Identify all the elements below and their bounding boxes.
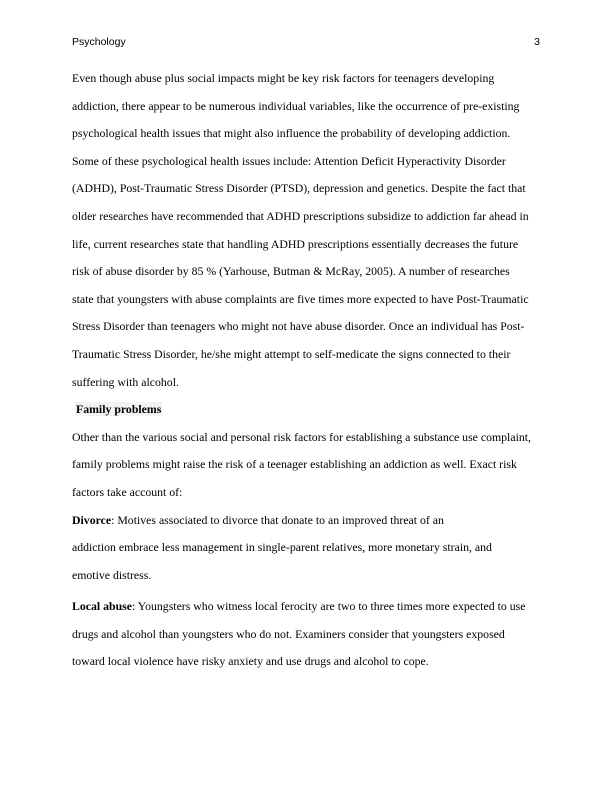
paragraph-line: state that youngsters with abuse complaints are five times more expected to have Post-Traumatic — [72, 291, 529, 306]
paragraph-line: risk of abuse disorder by 85 % (Yarhouse, Butman & McRay, 2005). A number of researches — [72, 264, 510, 279]
paragraph-line: Some of these psychological health issues include: Attention Deficit Hyperactivity Disorder — [72, 153, 506, 168]
paragraph-line: addiction embrace less management in single-parent relatives, more monetary strain, and — [72, 540, 492, 555]
paragraph-line: Even though abuse plus social impacts might be key risk factors for teenagers developing — [72, 71, 495, 85]
paragraph-line: life, current researches state that handling ADHD prescriptions essentially decreases the future — [72, 236, 519, 251]
paragraph-line: toward local violence have risky anxiety and use drugs and alcohol to cope. — [72, 654, 429, 669]
paragraph-line: addiction, there appear to be numerous individual variables, like the occurrence of pre-existing — [72, 98, 520, 113]
divorce-term: Divorce — [72, 512, 112, 527]
paragraph-line: drugs and alcohol than youngsters who do not. Examiners consider that youngsters exposed — [72, 626, 505, 641]
paragraph-line: Stress Disorder than teenagers who might not have abuse disorder. Once an individual has Post- — [72, 319, 525, 334]
paragraph-line: Other than the various social and personal risk factors for establishing a substance use complaint, — [72, 429, 531, 444]
paragraph-line: (ADHD), Post-Traumatic Stress Disorder (PTSD), depression and genetics. Despite the fact that — [72, 181, 526, 196]
divorce-item — [72, 511, 546, 539]
paragraph-line: psychological health issues that might also influence the probability of developing addiction. — [72, 126, 511, 141]
paragraph-line: Traumatic Stress Disorder, he/she might attempt to self-medicate the signs connected to their — [72, 346, 511, 361]
local-abuse-text: : Youngsters who witness local ferocity are two to three times more expected to use — [131, 599, 526, 614]
paragraph-line: suffering with alcohol. — [72, 374, 179, 389]
local-abuse-item — [72, 597, 546, 625]
paragraph-line: emotive distress. — [72, 567, 152, 582]
paragraph-line: older researches have recommended that ADHD prescriptions subsidize to addiction far ahead in — [72, 208, 529, 223]
body-text — [72, 69, 546, 680]
section-heading-text: Family problems — [76, 402, 162, 417]
paragraph-line: family problems might raise the risk of a teenager establishing an addiction as well. Exact risk — [72, 457, 517, 472]
page-number: 3 — [534, 36, 540, 48]
divorce-text: : Motives associated to divorce that donate to an improved threat of an — [111, 512, 444, 527]
section-heading — [72, 400, 546, 428]
local-abuse-term: Local abuse — [72, 599, 132, 614]
running-header-title: Psychology — [72, 36, 126, 48]
paragraph-line: factors take account of: — [72, 484, 183, 499]
